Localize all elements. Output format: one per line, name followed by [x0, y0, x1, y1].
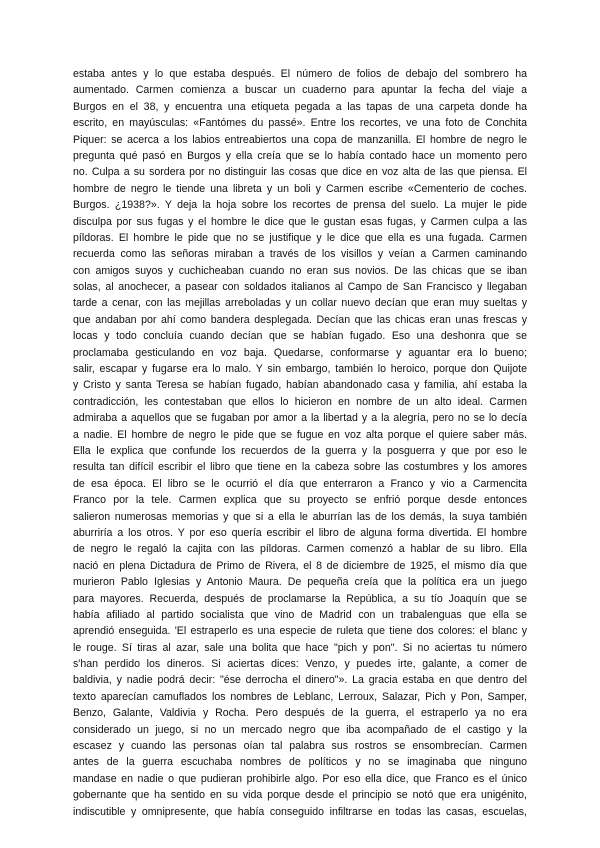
text-line: aumentado. Carmen comienza a buscar un cuaderno para apuntar la fecha del viaje a [73, 84, 527, 97]
text-line: a nadie. El hombre de negro le pide que se fugue en voz alta porque el quiere saber más. [73, 428, 527, 441]
text-line: había afiliado al partido socialista que vino de Madrid con un trabalenguas que ella se [73, 608, 527, 621]
text-line: locas y todo concluía cuando decían que se habían fugado. Eso una deshonra que se [73, 330, 527, 343]
text-line: estaba antes y lo que estaba después. El número de folios de debajo del sombrero ha [73, 68, 527, 80]
text-line: admiraba a aquellos que se fugaban por amor a la libertad y a la alegría, pero no se lo decía [73, 412, 527, 425]
text-line: texto aparecían camuflados los nombres de Leblanc, Lerroux, Salazar, Pich y Pon, Samper, [73, 690, 527, 703]
text-line: de esa época. El libro se le ocurrió el día que enterraron a Franco y vio a Carmencita [73, 477, 527, 490]
text-line: Franco por la tele. Carmen explica que su proyecto se enfrió porque desde entonces [73, 494, 527, 507]
text-line: solas, al anochecer, a pasear con soldados italianos al Campo de San Francisco y llegaban [73, 281, 527, 294]
text-line: gobernante que ha sentido en su vida porque desde el principio se notó que era unigénito, [73, 789, 527, 802]
text-line: Piquer: se acerca a los labios entreabiertos una copa de manzanilla. El hombre de negro le [73, 133, 527, 146]
text-line: tarde a cenar, con las mejillas arreboladas y un collar nuevo decían que eran muy sueltas y [73, 297, 527, 310]
text-line: para mayores. Recuerda, después de proclamarse la República, a su tío Joaquín que se [73, 592, 527, 605]
text-line: considerado un juego, si no un mercado negro que iba acompañado de el castigo y la [73, 723, 527, 736]
text-line: y Cristo y santa Teresa se habían fugado, habían abandonado casa y familia, ahí estaba la [73, 379, 527, 392]
text-line: píldoras. El hombre le pide que no se justifique y le dice que ella es una fugada. Carmen [73, 231, 527, 244]
text-line: murieron Pablo Iglesias y Antonio Maura. De pequeña creía que la política era un juego [73, 576, 527, 589]
text-line: antes de la guerra escuchaba nombres de políticos y no se imaginaba que ninguno [73, 756, 527, 769]
text-line: no. Culpa a su sordera por no distinguir las cosas que dice en voz alta de las que piensa. El [73, 166, 527, 179]
text-line: escasez y cuando las personas oían tal palabra sus rostros se ensombrecían. Carmen [73, 740, 527, 753]
text-line: aprendió enseguida. 'El estraperlo es una especie de ruleta que tiene dos colores: el blanc y [73, 625, 527, 638]
text-line: Burgos. ¿1938?». Y deja la hoja sobre los recortes de prensa del suelo. La mujer le pide [73, 199, 527, 212]
text-line: Ella le explica que confunde los recuerdos de la guerra y la posguerra y que por eso le [73, 444, 527, 457]
text-line: salir, escapar y fugarse era lo malo. Y sin embargo, también lo heroico, porque don Quijote [73, 363, 527, 376]
text-line: le rouge. Sí tiras al azar, sale una bolita que hace "pich y pon". Si no aciertas tu número [73, 641, 527, 654]
text-line: que andaban por ahí como bandera desplegada. Decían que las chicas eran unas frescas y [73, 313, 527, 326]
text-line: hombre de negro le tiende una libreta y un boli y Carmen escribe «Cementerio de coches. [73, 182, 527, 195]
text-line: indiscutible y omnipresente, que había conseguido infiltrarse en todas las casas, escuelas, [73, 805, 527, 818]
text-line: salieron numerosas memorias y que si a ella le aburrían las de los demás, la suya también [73, 510, 527, 523]
text-line: escrito, en mayúsculas: «Fantómes du passé». Entre los recortes, ve una foto de Conchita [73, 117, 527, 130]
body-text [73, 66, 527, 820]
text-line: nació en plena Dictadura de Primo de Rivera, el 8 de diciembre de 1925, el mismo día que [73, 559, 527, 572]
text-line: disculpa por sus fugas y el hombre le dice que le gustan esas fugas, y Carmen culpa a las [73, 215, 527, 228]
text-line: con amigos suyos y cuchicheaban cuando no eran sus novios. De las chicas que se iban [73, 264, 527, 277]
text-line: Benzo, Galante, Valdivia y Rocha. Pero después de la guerra, el estraperlo ya no era [73, 707, 527, 720]
text-line: s'han perdido los dineros. Si aciertas dices: Venzo, y puedes irte, galante, a comer de [73, 658, 527, 671]
text-line: de negro le regaló la cajita con las píldoras. Carmen comenzó a hablar de su libro. Ella [73, 543, 527, 556]
text-line: resulta tan difícil escribir el libro que tiene en la cabeza sobre las costumbres y los amores [73, 461, 527, 474]
text-line: contradicción, les contestaban que ellos lo hicieron en nombre de un alto ideal. Carmen [73, 395, 527, 408]
text-line: recuerda como las señoras miraban a través de los visillos y veían a Carmen caminando [73, 248, 527, 261]
text-line: proclamaba gesticulando en voz baja. Quedarse, conformarse y aguantar era lo bueno; [73, 346, 527, 359]
text-line: baldivia, y nadie podrá decir: "ése derrocha el dinero"». La gracia estaba en que dentro del [73, 674, 527, 687]
text-line: Burgos en el 38, y encuentra una etiqueta pegada a las tapas de una carpeta donde ha [73, 100, 527, 113]
text-line: mandase en nadie o que pudieran prohibirle algo. Por eso ella dice, que Franco es el único [73, 772, 527, 785]
text-line: aburriría a los otros. Y por eso quería escribir el libro de alguna forma divertida. El hombre [73, 526, 527, 539]
text-line: pregunta qué pasó en Burgos y ella creía que se lo había contado hace un momento pero [73, 149, 527, 162]
